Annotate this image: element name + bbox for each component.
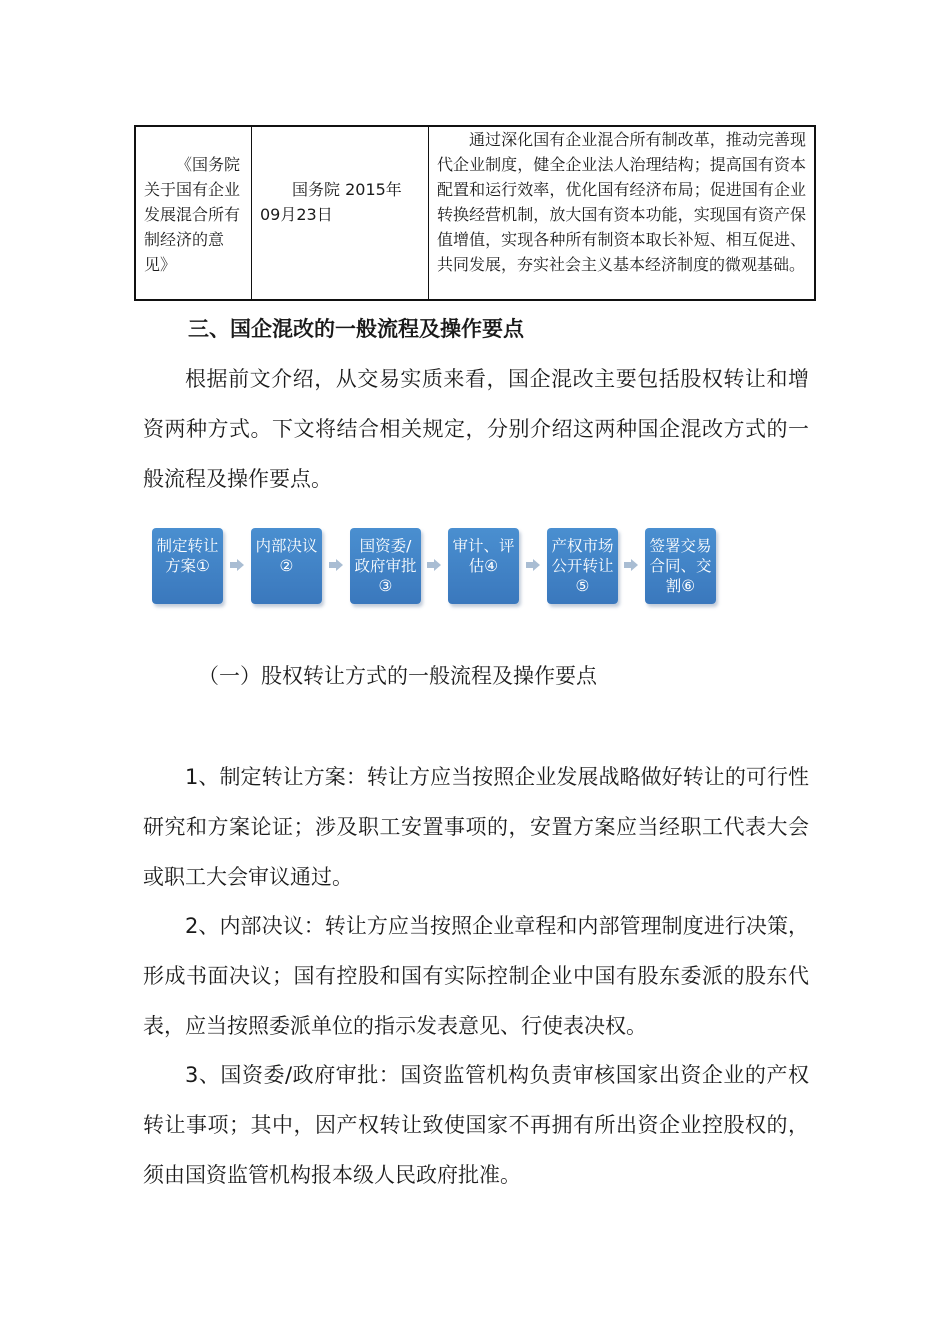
arrow-right-icon — [230, 559, 244, 571]
flow-step-4: 审计、评估④ — [448, 528, 519, 604]
section-heading: 三、国企混改的一般流程及操作要点 — [188, 317, 524, 341]
process-flowchart — [150, 528, 720, 608]
list-item: 1、制定转让方案：转让方应当按照企业发展战略做好转让的可行性研究和方案论证；涉及职工安置事项的，安置方案应当经职工代表大会或职工大会审议通过。 — [143, 765, 809, 889]
flow-step-3: 国资委/政府审批③ — [350, 528, 421, 604]
table-cell-content: 通过深化国有企业混合所有制改革，推动完善现代企业制度，健全企业法人治理结构；提高国有资本配置和运行效率，优化国有经济布局；促进国有企业转换经营机制，放大国有资本功能，实现国有资产保值增值，实现各种所有制资本取长补短、相互促进、共同发展，夯实社会主义基本经济制度的微观基础。 — [437, 130, 806, 274]
flow-step-5: 产权市场公开转让⑤ — [547, 528, 618, 604]
arrow-right-icon — [427, 559, 441, 571]
table-cell-issuer-date: 国务院 2015年09月23日 — [252, 127, 429, 299]
list-item: 3、国资委/政府审批：国资监管机构负责审核国家出资企业的产权转让事项；其中，因产权转让致使国家不再拥有所出资企业控股权的，须由国资监管机构报本级人民政府批准。 — [143, 1063, 809, 1187]
arrow-right-icon — [624, 559, 638, 571]
table-cell-document-title: 《国务院关于国有企业发展混合所有制经济的意见》 — [136, 127, 252, 299]
arrow-right-icon — [329, 559, 343, 571]
intro-paragraph: 根据前文介绍，从交易实质来看，国企混改主要包括股权转让和增资两种方式。下文将结合相关规定，分别介绍这两种国企混改方式的一般流程及操作要点。 — [143, 367, 809, 491]
flow-step-6: 签署交易合同、交割⑥ — [645, 528, 716, 604]
flow-step-1: 制定转让方案① — [152, 528, 223, 604]
arrow-right-icon — [526, 559, 540, 571]
list-item: 2、内部决议：转让方应当按照企业章程和内部管理制度进行决策，形成书面决议；国有控股和国有实际控制企业中国有股东委派的股东代表，应当按照委派单位的指示发表意见、行使表决权。 — [143, 914, 809, 1038]
flow-step-2: 内部决议② — [251, 528, 322, 604]
subsection-heading: （一）股权转让方式的一般流程及操作要点 — [198, 664, 597, 688]
policy-table — [134, 125, 816, 301]
